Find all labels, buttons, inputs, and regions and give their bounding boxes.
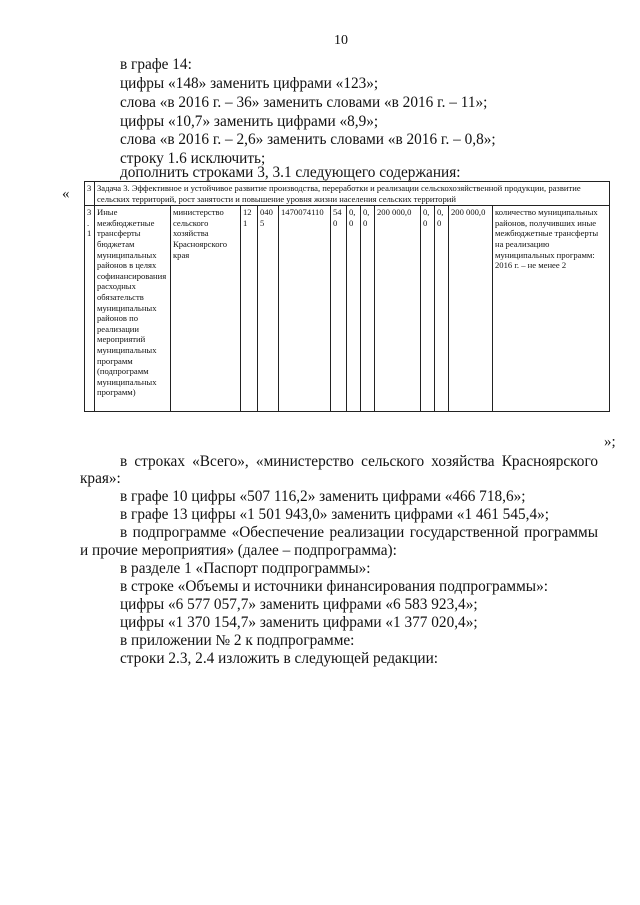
text-line: в подпрограмме «Обеспечение реализации государственной программы	[120, 524, 598, 541]
item-value-4: 0,0	[421, 206, 435, 412]
text-line: в строках «Всего», «министерство сельского хозяйства Красноярского	[120, 453, 598, 470]
item-total: 200 000,0	[449, 206, 493, 412]
text-line: слова «в 2016 г. – 36» заменить словами «в 2016 г. – 11»;	[120, 94, 488, 111]
text-line: строки 2.3, 2.4 изложить в следующей редакции:	[120, 650, 439, 667]
program-table	[84, 181, 610, 412]
text-line: и прочие мероприятия» (далее – подпрограмма):	[80, 542, 397, 559]
page-number: 10	[334, 33, 348, 48]
text-line: цифры «10,7» заменить цифрами «8,9»;	[120, 113, 379, 130]
task-number: 3	[85, 182, 95, 206]
text-line: края»:	[80, 470, 121, 487]
text-line: в графе 13 цифры «1 501 943,0» заменить цифрами «1 461 545,4»;	[120, 506, 549, 523]
text-line: дополнить строками 3, 3.1 следующего содержания:	[120, 164, 461, 181]
item-value-2: 0,0	[361, 206, 375, 412]
item-value-1: 0,0	[347, 206, 361, 412]
item-grbs: 121	[241, 206, 258, 412]
text-line: строку 1.6 исключить;	[120, 150, 266, 167]
item-value-5: 0,0	[435, 206, 449, 412]
text-line: слова «в 2016 г. – 2,6» заменить словами «в 2016 г. – 0,8»;	[120, 131, 496, 148]
item-result: количество муниципальных районов, получивших иные межбюджетные трансферты на реализацию муниципальных программ: 2016 г. – не менее 2	[493, 206, 610, 412]
item-vr: 540	[331, 206, 347, 412]
item-rzpr: 0405	[258, 206, 279, 412]
text-line: в приложении № 2 к подпрограмме:	[120, 632, 355, 649]
item-csr: 1470074110	[279, 206, 331, 412]
text-line: цифры «1 370 154,7» заменить цифрами «1 377 020,4»;	[120, 614, 478, 631]
opening-quote: «	[62, 186, 70, 202]
text-line: в графе 10 цифры «507 116,2» заменить цифрами «466 718,6»;	[120, 488, 526, 505]
item-number: 3.1	[85, 206, 95, 412]
text-line: в разделе 1 «Паспорт подпрограммы»:	[120, 560, 371, 577]
item-agency: министерство сельского хозяйства Красноярского края	[171, 206, 241, 412]
text-line: в строке «Объемы и источники финансирования подпрограммы»:	[120, 578, 548, 595]
item-value-3: 200 000,0	[375, 206, 421, 412]
closing-quote: »;	[604, 434, 616, 450]
text-line: в графе 14:	[120, 56, 192, 73]
item-row	[85, 206, 610, 412]
task-row	[85, 182, 610, 206]
item-name: Иные межбюджетные трансферты бюджетам муниципальных районов в целях софинансирования расходных обязательств муниципальных районов по реализации мероприятий муниципальных программ (подпрограмм муниципальных программ)	[95, 206, 171, 412]
text-line: цифры «148» заменить цифрами «123»;	[120, 75, 379, 92]
text-line: цифры «6 577 057,7» заменить цифрами «6 583 923,4»;	[120, 596, 478, 613]
task-text: Задача 3. Эффективное и устойчивое развитие производства, переработки и реализации сельскохозяйственной продукции, развитие сельских территорий, рост занятости и повышение уровня жизни населения сельских территорий	[95, 182, 610, 206]
